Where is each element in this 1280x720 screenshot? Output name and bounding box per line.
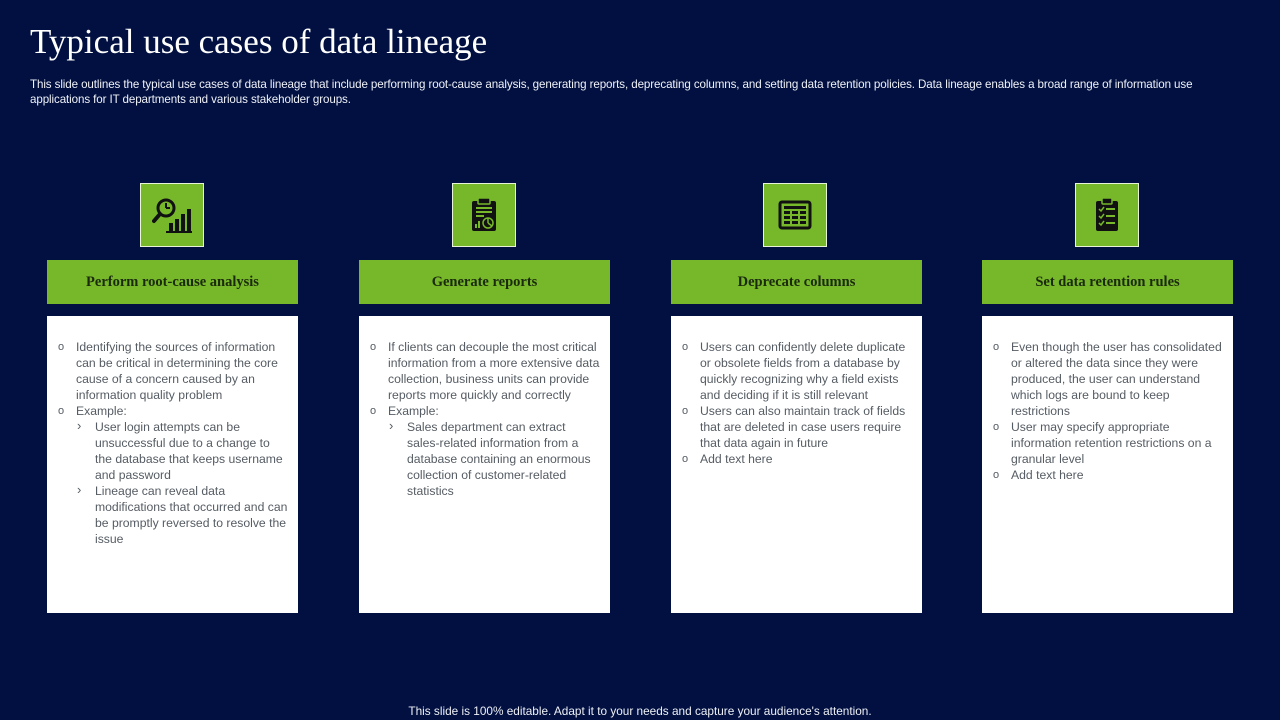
list-item: o User may specify appropriate information retention restrictions on a granular level (993, 419, 1223, 467)
icon-tile (1075, 183, 1139, 247)
list-item (58, 403, 288, 547)
card-heading: Perform root-cause analysis (47, 260, 298, 304)
list-item: o Identifying the sources of information can be critical in determining the core cause of a concern caused by an information quality problem (58, 339, 288, 403)
sub-list-item: › User login attempts can be unsuccessful due to a change to the database that keeps username and password (76, 419, 288, 483)
icon-tile (140, 183, 204, 247)
card-body (47, 316, 298, 613)
card-body (982, 316, 1233, 613)
card-heading: Set data retention rules (982, 260, 1233, 304)
icon-tile (452, 183, 516, 247)
card-body (671, 316, 922, 613)
list-item: o Even though the user has consolidated or altered the data since they were produced, the user can understand which logs are bound to keep restrictions (993, 339, 1223, 419)
table-columns-icon (775, 195, 815, 235)
card-heading: Generate reports (359, 260, 610, 304)
checklist-clipboard-icon (1087, 195, 1127, 235)
report-clipboard-icon (464, 195, 504, 235)
slide-description: This slide outlines the typical use cases of data lineage that include performing root-cause analysis, generating reports, deprecating columns, and setting data retention policies. Data lineage enables a broad range of information use applications for IT departments and various stakeholder groups. (30, 78, 1193, 106)
list-item: o Add text here (993, 467, 1223, 483)
page-title: Typical use cases of data lineage (30, 22, 488, 61)
sub-list-item: › Sales department can extract sales-related information from a database containing an enormous collection of customer-related statistics (388, 419, 600, 499)
list-item (370, 403, 600, 499)
list-item-text: Example: (76, 404, 127, 418)
list-item: o Add text here (682, 451, 912, 467)
card-heading: Deprecate columns (671, 260, 922, 304)
list-item: o If clients can decouple the most critical information from a more extensive data collection, business units can provide reports more quickly and correctly (370, 339, 600, 403)
card-body (359, 316, 610, 613)
footer-note: This slide is 100% editable. Adapt it to your needs and capture your audience's attention. (408, 704, 872, 718)
magnifier-chart-icon (152, 195, 192, 235)
list-item-text: Example: (388, 404, 439, 418)
list-item: o Users can confidently delete duplicate or obsolete fields from a database by quickly recognizing why a field exists and deciding if it is still relevant (682, 339, 912, 403)
icon-tile (763, 183, 827, 247)
list-item: o Users can also maintain track of fields that are deleted in case users require that data again in future (682, 403, 912, 451)
sub-list-item: › Lineage can reveal data modifications that occurred and can be promptly reversed to resolve the issue (76, 483, 288, 547)
